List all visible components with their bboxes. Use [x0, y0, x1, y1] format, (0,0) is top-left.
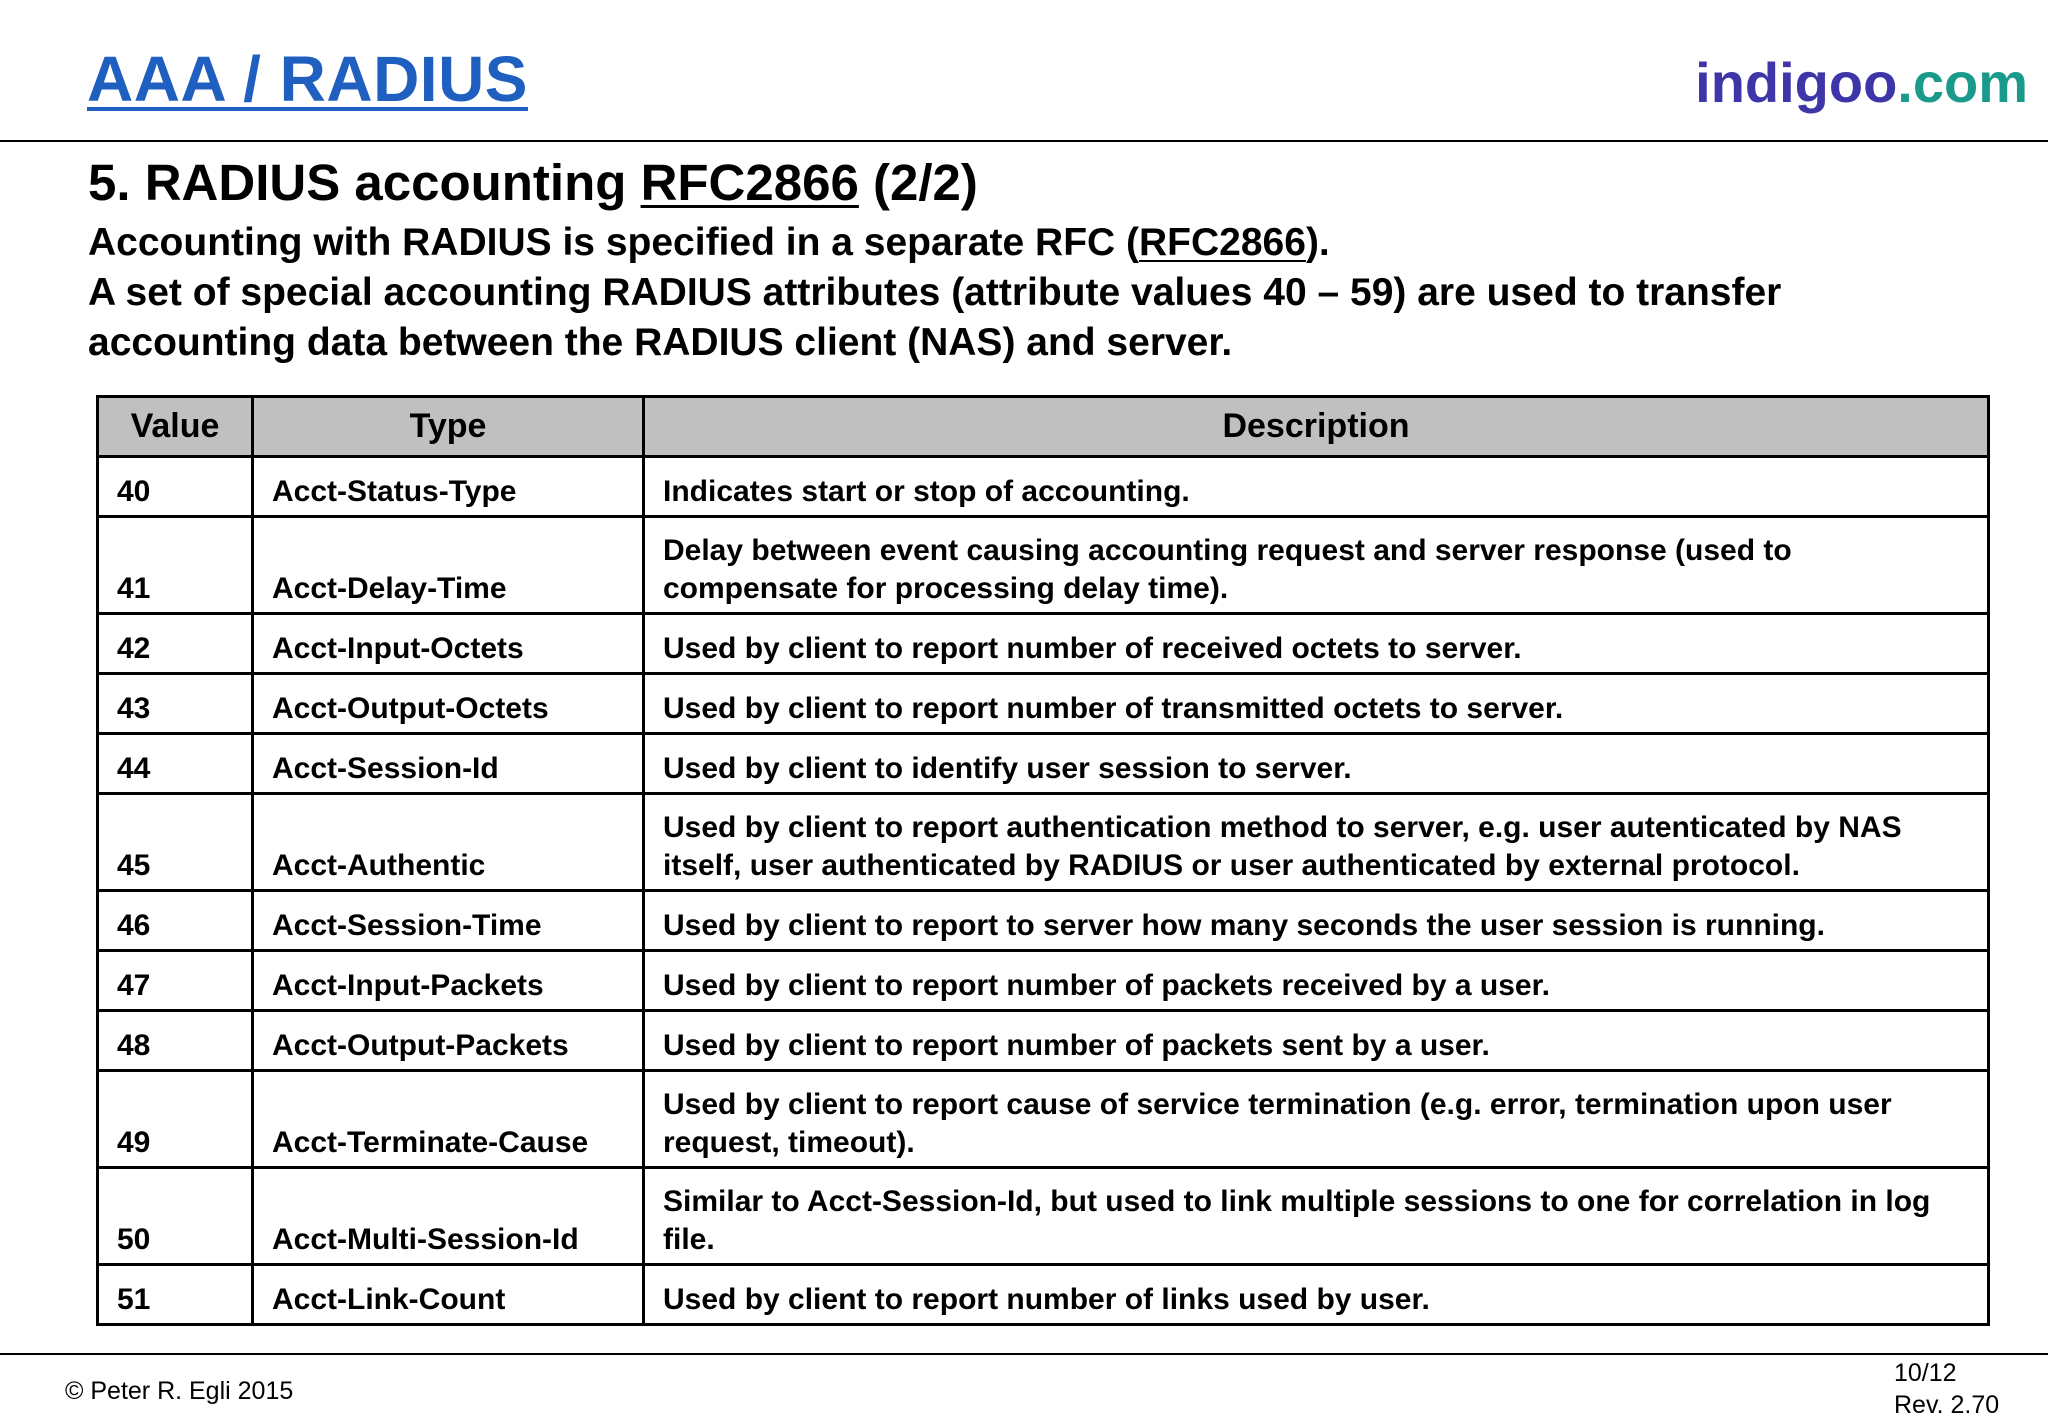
cell-value: 49 — [98, 1071, 253, 1168]
cell-description: Used by client to report number of packets sent by a user. — [644, 1011, 1989, 1071]
table-row — [98, 794, 1989, 891]
intro-line-1-suffix: ). — [1305, 221, 1330, 264]
cell-description: Used by client to report number of received octets to server. — [644, 614, 1989, 674]
cell-value: 43 — [98, 674, 253, 734]
cell-value: 47 — [98, 951, 253, 1011]
cell-type: Acct-Terminate-Cause — [253, 1071, 644, 1168]
table-row — [98, 1168, 1989, 1265]
cell-value: 48 — [98, 1011, 253, 1071]
table-row — [98, 734, 1989, 794]
table-row — [98, 951, 1989, 1011]
cell-description: Used by client to report to server how many seconds the user session is running. — [644, 891, 1989, 951]
page-info — [1894, 1357, 1999, 1421]
cell-type: Acct-Input-Octets — [253, 614, 644, 674]
cell-type: Acct-Output-Packets — [253, 1011, 644, 1071]
cell-value: 46 — [98, 891, 253, 951]
cell-description: Used by client to report number of links used by user. — [644, 1265, 1989, 1325]
cell-value: 42 — [98, 614, 253, 674]
cell-type: Acct-Session-Id — [253, 734, 644, 794]
cell-type: Acct-Authentic — [253, 794, 644, 891]
table-row — [98, 517, 1989, 614]
cell-description: Used by client to report cause of service termination (e.g. error, termination upon user request, timeout). — [644, 1071, 1989, 1168]
cell-type: Acct-Input-Packets — [253, 951, 644, 1011]
cell-value: 40 — [98, 457, 253, 517]
cell-type: Acct-Session-Time — [253, 891, 644, 951]
cell-description: Similar to Acct-Session-Id, but used to link multiple sessions to one for correlation in log file. — [644, 1168, 1989, 1265]
revision-label: Rev. 2.70 — [1894, 1391, 2000, 1419]
column-header-value: Value — [98, 397, 253, 457]
header-title-link[interactable]: AAA / RADIUS — [87, 43, 528, 115]
table-row — [98, 614, 1989, 674]
cell-type: Acct-Multi-Session-Id — [253, 1168, 644, 1265]
slide-title — [88, 153, 978, 212]
slide-title-suffix: (2/2) — [858, 154, 978, 211]
table-row — [98, 674, 1989, 734]
cell-type: Acct-Output-Octets — [253, 674, 644, 734]
cell-description: Indicates start or stop of accounting. — [644, 457, 1989, 517]
table-row — [98, 457, 1989, 517]
rfc2866-title-link[interactable]: RFC2866 — [640, 154, 859, 211]
cell-description: Delay between event causing accounting request and server response (used to compensate for processing delay time). — [644, 517, 1989, 614]
cell-value: 51 — [98, 1265, 253, 1325]
header-divider — [0, 140, 2048, 142]
intro-line-2: A set of special accounting RADIUS attributes (attribute values 40 – 59) are used to transfer accounting data between the RADIUS client (NAS) and server. — [88, 271, 1782, 364]
intro-line-1 — [88, 218, 1988, 268]
rfc2866-intro-link[interactable]: RFC2866 — [1139, 221, 1306, 264]
cell-value: 44 — [98, 734, 253, 794]
copyright-text: © Peter R. Egli 2015 — [65, 1377, 294, 1405]
slide-title-prefix: 5. RADIUS accounting — [88, 154, 641, 211]
table-row — [98, 1265, 1989, 1325]
brand-name: indigoo — [1695, 51, 1898, 114]
cell-value: 50 — [98, 1168, 253, 1265]
column-header-type: Type — [253, 397, 644, 457]
cell-description: Used by client to report number of packets received by a user. — [644, 951, 1989, 1011]
cell-description: Used by client to report number of transmitted octets to server. — [644, 674, 1989, 734]
attributes-table — [96, 395, 1990, 1326]
intro-text — [88, 218, 1988, 368]
column-header-description: Description — [644, 397, 1989, 457]
cell-value: 45 — [98, 794, 253, 891]
table-row — [98, 891, 1989, 951]
intro-line-1-prefix: Accounting with RADIUS is specified in a separate RFC ( — [88, 221, 1140, 264]
table-row — [98, 1011, 1989, 1071]
footer-divider — [0, 1353, 2048, 1355]
cell-type: Acct-Link-Count — [253, 1265, 644, 1325]
brand-logo — [1695, 50, 2028, 115]
cell-type: Acct-Status-Type — [253, 457, 644, 517]
cell-description: Used by client to report authentication method to server, e.g. user autenticated by NAS itself, user authenticated by RADIUS or user authenticated by external protocol. — [644, 794, 1989, 891]
table-header-row — [98, 397, 1989, 457]
cell-value: 41 — [98, 517, 253, 614]
cell-type: Acct-Delay-Time — [253, 517, 644, 614]
page-number: 10/12 — [1894, 1359, 1957, 1387]
table-row — [98, 1071, 1989, 1168]
cell-description: Used by client to identify user session to server. — [644, 734, 1989, 794]
brand-tld: .com — [1897, 51, 2028, 114]
